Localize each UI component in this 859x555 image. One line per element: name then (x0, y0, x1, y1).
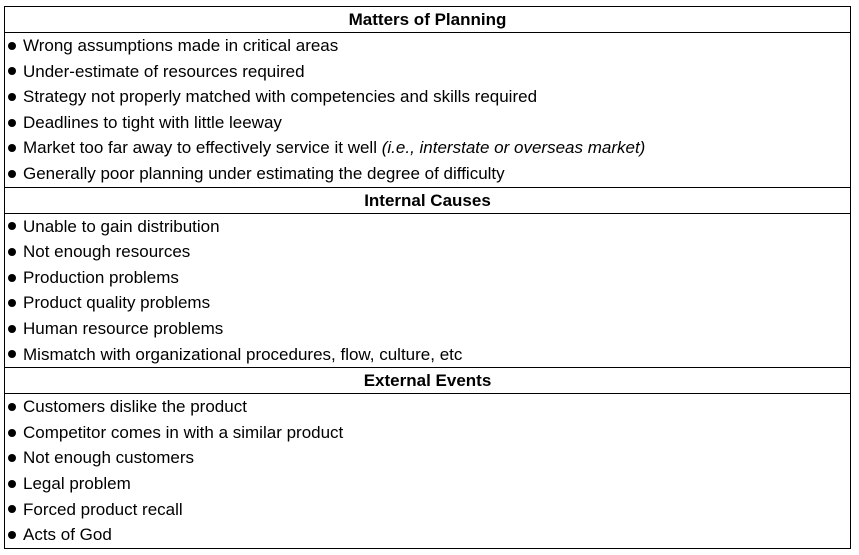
item-text: Legal problem (23, 473, 131, 493)
item-note: (i.e., interstate or overseas market) (381, 138, 646, 158)
list-item (5, 394, 850, 420)
item-text: Generally poor planning under estimating the degree of difficulty (23, 163, 505, 183)
bullet-icon (8, 429, 16, 437)
list-item (5, 420, 850, 446)
bullet-icon (8, 67, 16, 75)
section-list-external (5, 394, 850, 548)
list-item (5, 59, 850, 85)
list-item (5, 110, 850, 136)
section-list-planning (5, 33, 850, 188)
list-item (5, 265, 850, 291)
section-header-external: External Events (5, 368, 850, 394)
bullet-icon (8, 42, 16, 50)
item-text: Acts of God (23, 525, 112, 545)
bullet-icon (8, 299, 16, 307)
bullet-icon (8, 144, 16, 152)
bullet-icon (8, 480, 16, 488)
item-text: Wrong assumptions made in critical areas (23, 36, 339, 55)
list-item (5, 290, 850, 316)
item-text: Human resource problems (23, 318, 224, 338)
bullet-icon (8, 350, 16, 358)
item-text: Not enough resources (23, 242, 191, 262)
item-text: Unable to gain distribution (23, 216, 220, 236)
item-text: Under-estimate of resources required (23, 61, 305, 81)
section-header-planning: Matters of Planning (5, 7, 850, 33)
item-text: Strategy not properly matched with competencies and skills required (23, 87, 538, 107)
list-item (5, 214, 850, 240)
list-item (5, 497, 850, 523)
causes-table (4, 6, 851, 549)
bullet-icon (8, 93, 16, 101)
bullet-icon (8, 119, 16, 127)
bullet-icon (8, 325, 16, 333)
bullet-icon (8, 505, 16, 513)
list-item (5, 239, 850, 265)
section-header-internal: Internal Causes (5, 188, 850, 214)
bullet-icon (8, 170, 16, 178)
list-item (5, 471, 850, 497)
item-text: Customers dislike the product (23, 397, 247, 417)
list-item (5, 445, 850, 471)
list-item (5, 316, 850, 342)
list-item (5, 135, 850, 161)
item-text: Forced product recall (23, 499, 183, 519)
item-text: Competitor comes in with a similar product (23, 422, 344, 442)
list-item (5, 522, 850, 548)
item-text: Product quality problems (23, 293, 211, 313)
list-item (5, 33, 850, 59)
item-text: Market too far away to effectively service it well (23, 138, 377, 158)
bullet-icon (8, 531, 16, 539)
list-item (5, 161, 850, 187)
bullet-icon (8, 454, 16, 462)
bullet-icon (8, 403, 16, 411)
section-list-internal (5, 214, 850, 369)
item-text: Production problems (23, 267, 179, 287)
bullet-icon (8, 274, 16, 282)
item-text: Not enough customers (23, 448, 195, 468)
item-text: Deadlines to tight with little leeway (23, 112, 282, 132)
bullet-icon (8, 222, 16, 230)
list-item (5, 342, 850, 368)
item-text: Mismatch with organizational procedures, flow, culture, etc (23, 344, 463, 364)
list-item (5, 84, 850, 110)
bullet-icon (8, 248, 16, 256)
